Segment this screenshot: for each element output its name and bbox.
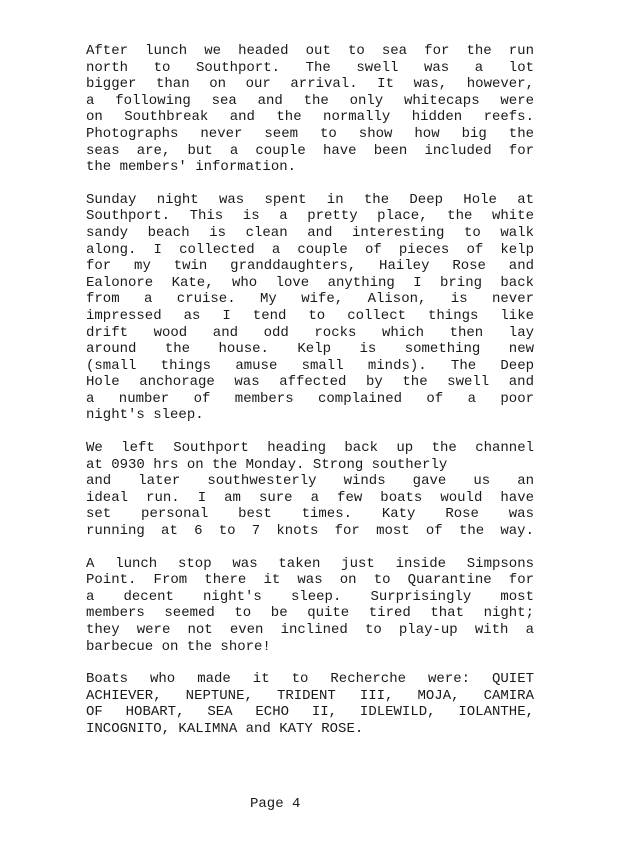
text-line: at 0930 hrs on the Monday. Strong southerly [86, 456, 448, 473]
text-line: night's sleep. [86, 407, 204, 424]
text-line: from a cruise. My wife, Alison, is never [86, 291, 534, 308]
text-line: barbecue on the shore! [86, 638, 271, 655]
text-line: north to Southport. The swell was a lot [86, 59, 534, 76]
text-line: Southport. This is a pretty place, the white [86, 208, 534, 225]
text-line: Photographs never seem to show how big the [86, 125, 534, 142]
text-line: ideal run. I am sure a few boats would have [86, 489, 534, 506]
text-line: on Southbreak and the normally hidden reefs. [86, 109, 534, 126]
paragraph-lunch-stop [86, 556, 534, 656]
text-line: ACHIEVER, NEPTUNE, TRIDENT III, MOJA, CAMIRA [86, 687, 534, 704]
document-page [86, 43, 534, 754]
text-line: a decent night's sleep. Surprisingly most [86, 588, 534, 605]
text-line: Boats who made it to Recherche were: QUIET [86, 671, 534, 688]
text-line: Sunday night was spent in the Deep Hole at [86, 191, 534, 208]
text-line: Hole anchorage was affected by the swell and [86, 374, 534, 391]
text-line: impressed as I tend to collect things like [86, 307, 534, 324]
text-line: (small things amuse small minds). The Deep [86, 357, 534, 374]
paragraph-deep-hole [86, 192, 534, 424]
paragraph-leaving-southport [86, 440, 534, 540]
text-line: We left Southport heading back up the channel [86, 440, 534, 457]
text-line: for my twin granddaughters, Hailey Rose and [86, 258, 534, 275]
text-line: members seemed to be quite tired that night; [86, 605, 534, 622]
text-line: drift wood and odd rocks which then lay [86, 324, 534, 341]
text-line: A lunch stop was taken just inside Simpsons [86, 555, 534, 572]
text-line: around the house. Kelp is something new [86, 341, 534, 358]
text-line: INCOGNITO, KALIMNA and KATY ROSE. [86, 720, 364, 737]
text-line: along. I collected a couple of pieces of kelp [86, 241, 534, 258]
text-line: a number of members complained of a poor [86, 390, 534, 407]
text-line: they were not even inclined to play-up with a [86, 622, 534, 638]
paragraph-boat-list [86, 671, 534, 737]
text-line: Ealonore Kate, who love anything I bring back [86, 274, 534, 291]
page-number: Page 4 [250, 796, 301, 812]
text-line: seas are, but a couple have been included for [86, 142, 534, 159]
text-line: Point. From there it was on to Quarantine for [86, 572, 534, 589]
text-line: a following sea and the only whitecaps were [86, 92, 534, 109]
text-line: After lunch we headed out to sea for the run [86, 43, 534, 59]
text-line: and later southwesterly winds gave us an [86, 473, 534, 490]
text-line: the members' information. [86, 159, 297, 176]
text-line: set personal best times. Katy Rose was [86, 506, 534, 523]
text-line: bigger than on our arrival. It was, however, [86, 76, 534, 93]
text-line: sandy beach is clean and interesting to walk [86, 224, 534, 241]
text-line: OF HOBART, SEA ECHO II, IDLEWILD, IOLANTHE, [86, 704, 534, 721]
paragraph-return-to-southport [86, 43, 534, 176]
text-line: running at 6 to 7 knots for most of the way. [86, 523, 534, 540]
